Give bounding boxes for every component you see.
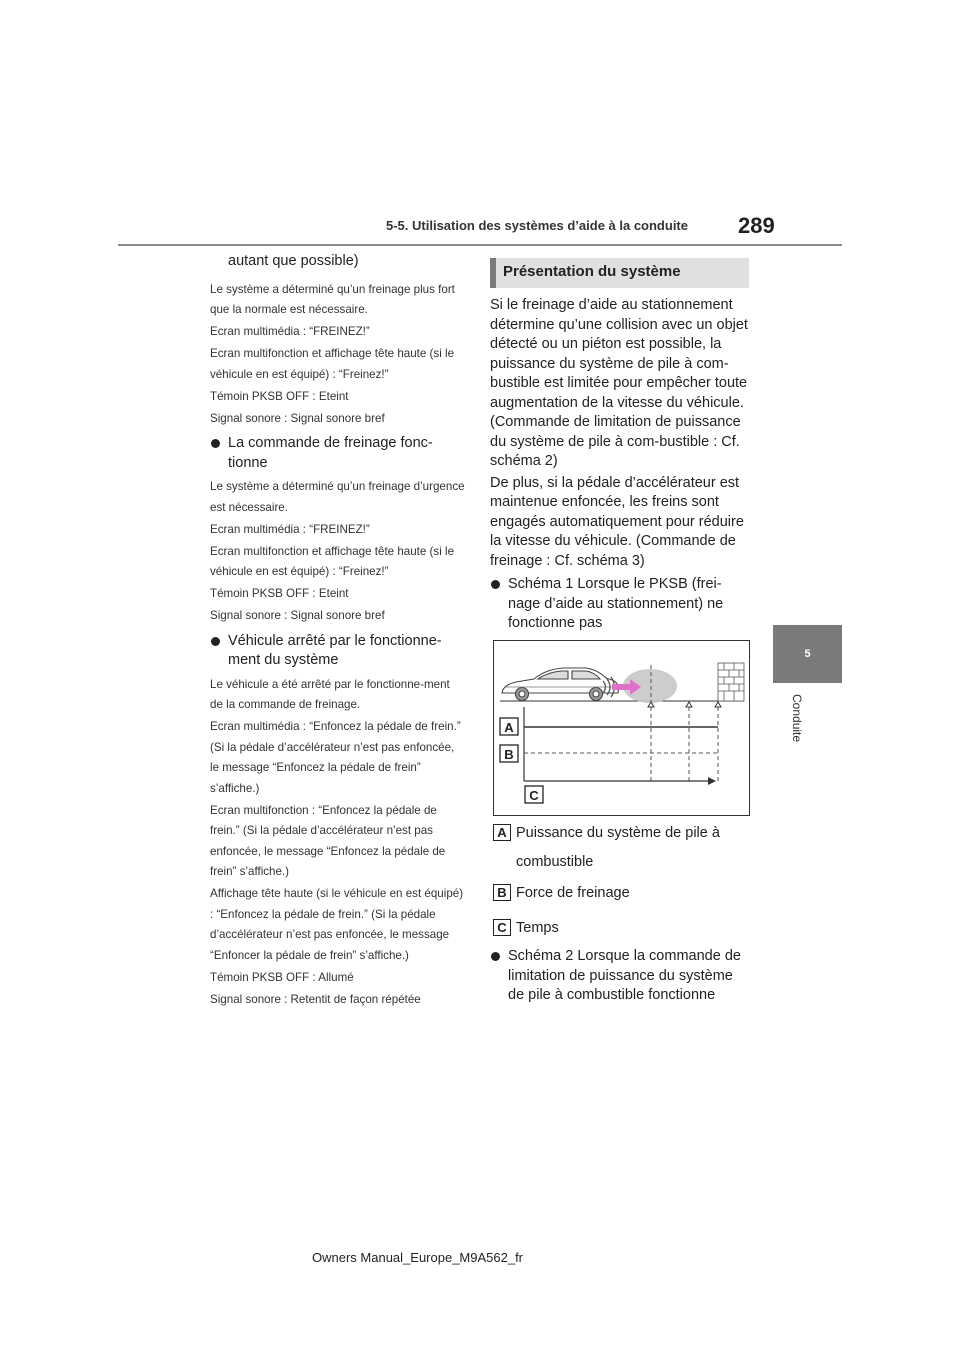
chapter-label-text: Conduite xyxy=(790,694,804,743)
legend-text-b: Force de freinage xyxy=(516,885,630,901)
figure-label-b-text: B xyxy=(504,747,514,762)
time-axis-arrow-icon xyxy=(708,777,716,785)
legend-key-a: A xyxy=(493,824,511,841)
bullet-text: Schéma 1 Lorsque le PKSB (frei-nage d’aide au stationnement) ne fonctionne pas xyxy=(508,576,724,631)
block2-line: Le système a déterminé qu’un freinage d’urgence est nécessaire. xyxy=(210,480,465,514)
block3-line: Témoin PKSB OFF : Allumé xyxy=(210,970,354,984)
header-divider xyxy=(118,244,842,246)
wall-icon xyxy=(718,663,744,701)
right-column xyxy=(490,258,752,638)
schema-1-figure xyxy=(493,640,750,816)
legend-text-a-continued: combustible xyxy=(516,854,594,870)
page-number: 289 xyxy=(738,213,775,238)
bullet-text: Schéma 2 Lorsque la commande de limitation de puissance du système de pile à combustible fonctionne xyxy=(508,948,741,1003)
block1-line: Témoin PKSB OFF : Eteint xyxy=(210,389,349,403)
legend-item-a xyxy=(493,824,720,843)
figure-label-c xyxy=(525,786,543,803)
block3-line: Affichage tête haute (si le véhicule en est équipé) : “Enfoncez la pédale de frein.” (Si la pédale d’accélérateur n’est pas enfoncée, le message “Enfoncer la pédale de frein” s’affiche.) xyxy=(210,887,464,962)
legend-text-c: Temps xyxy=(516,920,559,936)
schema-1-diagram xyxy=(494,641,749,815)
bullet-dot-icon xyxy=(211,637,220,646)
bullet-schema-2 xyxy=(490,947,752,1006)
bullet-braking-control xyxy=(210,434,465,473)
bullet-text: La commande de freinage fonc-tionne xyxy=(228,435,433,471)
figure-label-a xyxy=(500,718,518,735)
chapter-number: 5 xyxy=(804,648,811,660)
legend-item-c xyxy=(493,919,559,938)
figure-label-a-text: A xyxy=(504,720,514,735)
block3-line: Le véhicule a été arrêté par le fonctionne-ment de la commande de freinage. xyxy=(210,677,450,711)
legend-key-c: C xyxy=(493,919,511,936)
block2-line: Ecran multifonction et affichage tête haute (si le véhicule en est équipé) : “Freinez!” xyxy=(210,544,455,578)
legend-item-b xyxy=(493,884,630,903)
intro-paragraph: Si le freinage d’aide au stationnement détermine qu’une collision avec un objet détecté ou un piéton est possible, la puissance du système de pile à com-bustible est limitée pour empêcher toute augmentation de la vitesse du véhicule. (Commande de limitation de puissance du système de pile à com-bustible : Cf. schéma 2) xyxy=(490,297,748,469)
block3-line: Ecran multifonction : “Enfoncez la pédale de frein.” (Si la pédale d’accélérateur n’est pas enfoncée, le message “Enfoncez la pédale de frein” s’affiche.) xyxy=(210,803,446,878)
legend-key-b: B xyxy=(493,884,511,901)
bullet-dot-icon xyxy=(491,952,500,961)
running-header-title: 5-5. Utilisation des systèmes d’aide à la conduite xyxy=(386,218,688,233)
legend-text-a: Puissance du système de pile à xyxy=(516,825,720,841)
figure-label-b xyxy=(500,745,518,762)
block1-line: Signal sonore : Signal sonore bref xyxy=(210,411,385,425)
figure-label-c-text: C xyxy=(529,788,539,803)
block2-line: Signal sonore : Signal sonore bref xyxy=(210,609,385,622)
bullet-dot-icon xyxy=(491,580,500,589)
intro-paragraph-2: De plus, si la pédale d’accélérateur est maintenue enfoncée, les freins sont engagés automatiquement pour réduire la vitesse du véhicule. (Commande de freinage : Cf. schéma 3) xyxy=(490,474,744,569)
block1-line: Ecran multifonction et affichage tête haute (si le véhicule en est équipé) : “Freinez!” xyxy=(210,347,455,381)
chapter-tab[interactable] xyxy=(773,625,842,683)
bullet-schema-2-container xyxy=(490,942,752,1010)
footer-text: Owners Manual_Europe_M9A562_fr xyxy=(312,1250,524,1265)
marker-triangles xyxy=(648,702,721,707)
block3-line: Ecran multimédia : “Enfoncez la pédale de frein.” (Si la pédale d’accélérateur n’est pas enfoncée, le message “Enfoncez la pédale de frein” s’affiche.) xyxy=(210,720,461,795)
bullet-vehicle-stopped xyxy=(210,632,465,671)
block3-line: Signal sonore : Retentit de façon répétée xyxy=(210,992,421,1006)
block2-line: Témoin PKSB OFF : Eteint xyxy=(210,587,349,600)
block1-line: Le système a déterminé qu’un freinage plus fort que la normale est nécessaire. xyxy=(210,282,455,316)
bullet-schema-1 xyxy=(490,575,752,634)
block1-line: Ecran multimédia : “FREINEZ!” xyxy=(210,325,370,338)
car-icon xyxy=(502,668,618,701)
section-heading-text: Présentation du système xyxy=(503,263,681,280)
section-heading xyxy=(490,258,749,288)
bullet-text: Véhicule arrêté par le fonctionne-ment du système xyxy=(228,632,442,668)
block2-line: Ecran multimédia : “FREINEZ!” xyxy=(210,522,370,536)
left-column xyxy=(210,252,465,1012)
chapter-label xyxy=(790,694,810,754)
continuation-text: autant que possible) xyxy=(228,253,359,269)
bullet-dot-icon xyxy=(211,439,220,448)
